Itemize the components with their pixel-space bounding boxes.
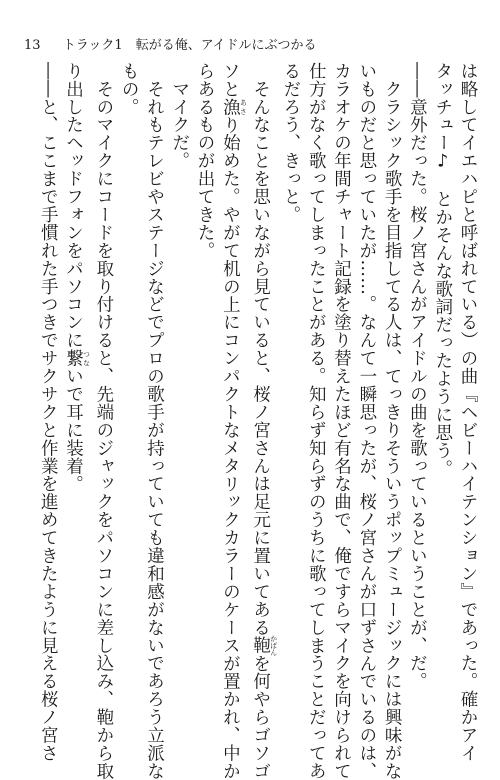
text-line: クラシック歌手を目指してる人は、てっきりそういうポップミュージックには興味がな [382,62,403,780]
chapter-title: トラック1 転がる俺、アイドルにぶつかる [62,38,317,53]
text-segment: そのマイクにコードを取り付けると、先端のジャックをパソコンに差し込み、 [93,62,114,709]
ruby-word [220,97,248,116]
ruby-reading: つな [82,349,91,368]
ruby-base: 鞄 [93,708,114,727]
ruby-reading: あさ [239,97,248,116]
text-segment: ソと [220,62,241,98]
text-line: それもテレビやステージなどでプロの歌手が持っていても違和感がないであろう立派な [144,62,165,780]
text-line: マイクだ。 [169,62,190,170]
text-segment: そんなことを思いながら見ていると、桜ノ宮さんは足元に置いてある [250,62,271,637]
text-line [247,62,278,780]
text-line: は略してイエハピと呼ばれている）の曲『ヘビーハイテンション』であった。確かアイ [458,62,478,763]
text-segment: から取 [93,726,114,780]
page-number: 13 [24,38,41,53]
text-line: いものだと思っていたが……。なんて一瞬思ったが、桜ノ宮さんが口ずさんでいるのは、 [356,62,377,780]
text-line [60,62,90,684]
ruby-base: 漁 [220,97,241,116]
text-line: 仕方がなく歌ってしまったことがある。知らず知らずのうちに歌ってしまうことだってあ [306,62,327,780]
ruby-base: 繋 [63,349,84,368]
text-line: もの。 [119,62,140,116]
text-line: らあるものが出てきた。 [195,62,216,260]
text-segment: り始めた。やがて机の上にコンパクトなメタリックカラーのケースが置かれ、中か [220,115,241,780]
text-segment: を何やらゴソゴ [250,654,271,780]
text-line: ――意外だった。桜ノ宮さんがアイドルの曲を歌っているということが、だ。 [407,62,428,691]
text-line: ――と、ここまで手慣れた手つきでサクサクと作業を進めてきたように見える桜ノ宮さ [38,62,59,763]
text-line: カラオケの年間チャート記録を塗り替えたほど有名な曲で、俺ですらマイクを向けられて [331,62,352,780]
text-line [91,62,116,780]
ruby-reading: かばん [269,634,278,656]
ruby-word [63,349,91,368]
running-header [24,38,317,54]
text-line [217,62,248,780]
text-segment: り出したヘッドフォンをパソコンに [63,62,84,350]
text-segment: いで耳に装着。 [63,367,84,493]
ruby-base: 鞄 [250,634,271,656]
ruby-word [250,634,278,656]
body-text [35,62,480,780]
text-line: タッチュー♪ とかそんな歌詞だったように思う。 [432,62,453,478]
text-line: るだろう、きっと。 [280,62,301,224]
